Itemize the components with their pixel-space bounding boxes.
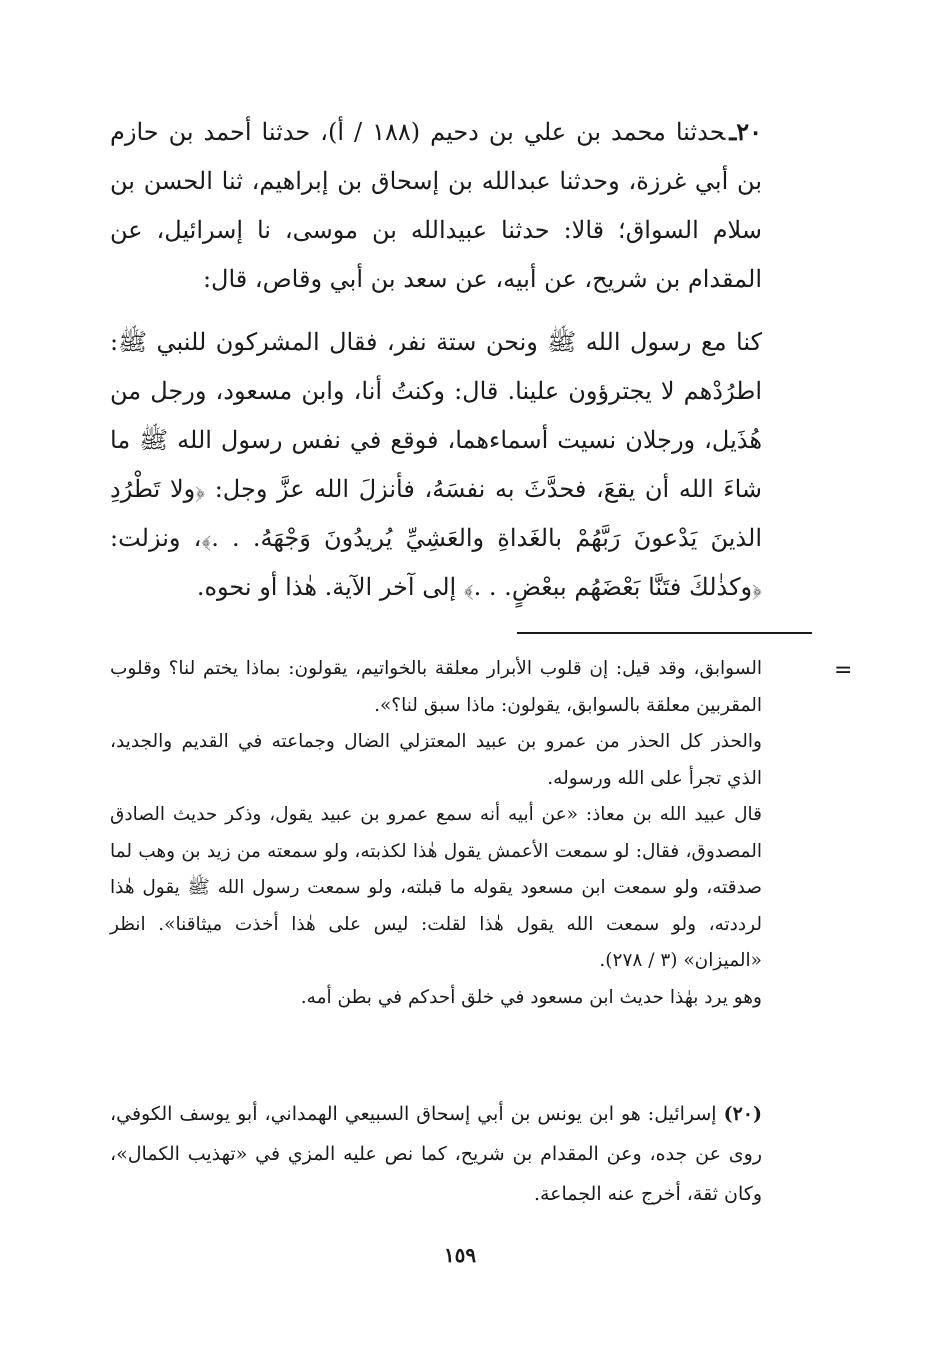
isnad-text: حدثنا محمد بن علي بن دحيم (١٨٨ / أ)، حدثنا أحمد بن حازم بن أبي غرزة، وحدثنا عبدالله بن إسحاق بن إبراهيم، ثنا الحسن بن سلام السواق؛ قالا: حدثنا عبيدالله بن موسى، نا إسرائيل، عن المقدام بن شريح، عن أبيه، عن سعد بن أبي وقاص، قال:	[110, 118, 762, 293]
footnote-paragraph: السوابق، وقد قيل: إن قلوب الأبرار معلقة بالخواتيم، يقولون: بماذا يختم لنا؟ وقلوب المقربين معلقة بالسوابق، يقولون: ماذا سبق لنا؟».	[110, 658, 762, 716]
footnote-continuation-mark: =	[834, 658, 853, 683]
footnote-20	[110, 1094, 762, 1214]
hadith-isnad	[110, 107, 762, 304]
footnote-continuation	[110, 651, 762, 1016]
footnote-paragraph: قال عبيد الله بن معاذ: «عن أبيه أنه سمع عمرو بن عبيد يقول، وذكر حديث الصادق المصدوق، فقال: لو سمعت الأعمش يقول هٰذا لكذبته، ولو سمعته من زيد بن وهب لما صدقته، ولو سمعت ابن مسعود يقوله ما قبلته، ولو سمعت رسول الله ﷺ يقول هٰذا لرددته، ولو سمعت الله يقول هٰذا لقلت: ليس على هٰذا أخذت ميثاقنا». انظر «الميزان» (٣ / ٢٧٨).	[110, 804, 762, 971]
footnote-separator	[517, 632, 812, 634]
footnote-paragraph: والحذر كل الحذر من عمرو بن عبيد المعتزلي الضال وجماعته في القديم والجديد، الذي تجرأ على الله ورسوله.	[110, 731, 762, 789]
footnote-text: إسرائيل: هو ابن يونس بن أبي إسحاق السبيعي الهمداني، أبو يوسف الكوفي، روى عن جده، وعن المقدام بن شريح، كما نص عليه المزي في «تهذيب الكمال»، وكان ثقة، أخرج عنه الجماعة.	[110, 1103, 762, 1205]
page-number: ١٥٩	[443, 1243, 477, 1267]
footnote-number: (٢٠)	[723, 1103, 762, 1125]
footnote-paragraph: وهو يرد بهٰذا حديث ابن مسعود في خلق أحدكم في بطن أمه.	[300, 986, 762, 1008]
hadith-text: كنا مع رسول الله ﷺ ونحن ستة نفر، فقال المشركون للنبي ﷺ: اطرُدْهم لا يجترؤون علينا. قال: وكنتُ أنا، وابن مسعود، ورجل من هُذَيل، ورجلان نسيت أسماءهما، فوقع في نفس رسول الله ﷺ ما شاءَ الله أن يقعَ، فحدَّثَ به نفسَهُ، فأنزلَ الله عزَّ وجل: ﴿ولا تَطْرُدِ الذينَ يَدْعونَ رَبَّهُمْ بالغَداةِ والعَشِيِّ يُريدُونَ وَجْهَهُ. . .﴾، ونزلت: ﴿وكذٰلكَ فتَنَّا بَعْضَهُم ببعْضٍ. . .﴾ إلى آخر الآية. هٰذا أو نحوه.	[110, 328, 762, 601]
entry-number: ٢٠ـ	[729, 117, 762, 146]
